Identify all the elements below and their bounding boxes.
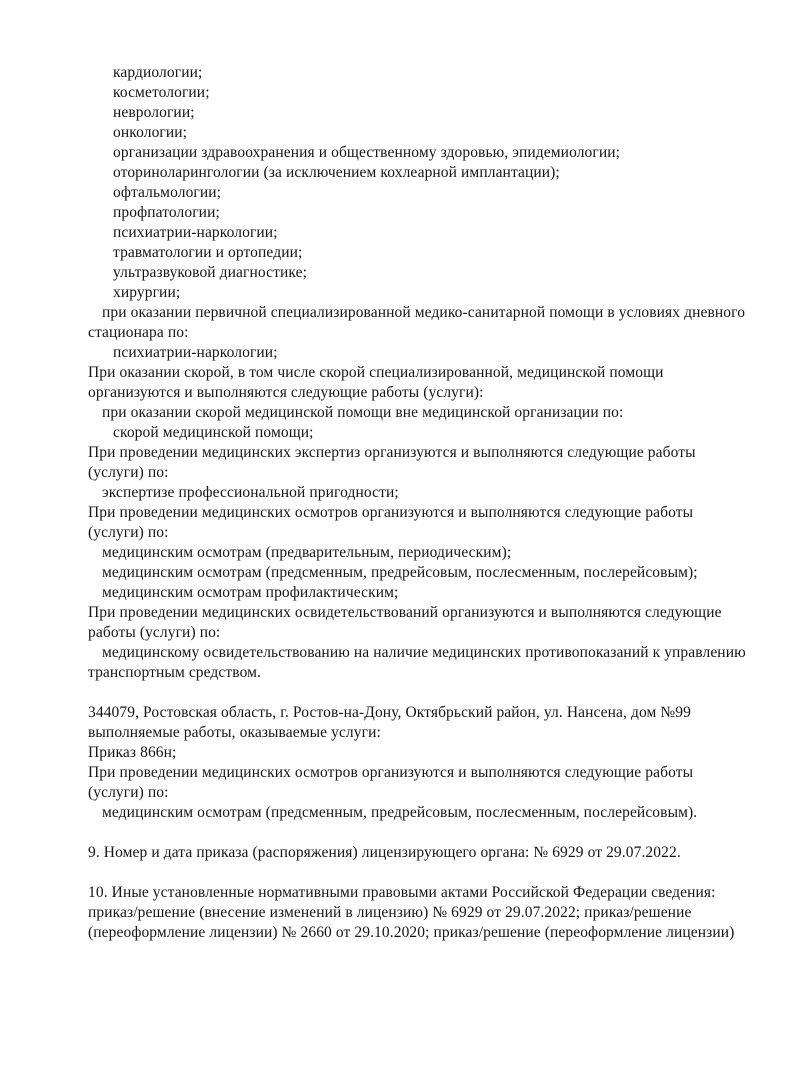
document-line: при оказании первичной специализированной медико-санитарной помощи в условиях дневного [102, 304, 746, 321]
document-line: медицинским осмотрам (предварительным, периодическим); [102, 544, 512, 561]
document-line: (услуги) по: [88, 464, 169, 481]
document-line: При проведении медицинских освидетельствований организуются и выполняются следующие [88, 604, 722, 621]
document-line: косметологии; [113, 84, 210, 101]
document-blank-line [88, 863, 788, 883]
document-line: стационара по: [88, 324, 189, 341]
document-line: 344079, Ростовская область, г. Ростов-на-Дону, Октябрьский район, ул. Нансена, дом №99 [88, 704, 691, 721]
document-blank-line [88, 683, 788, 703]
document-text-block [88, 63, 788, 943]
document-blank-line [88, 823, 788, 843]
document-line: медицинским осмотрам профилактическим; [102, 584, 399, 601]
document-line: работы (услуги) по: [88, 624, 221, 641]
document-line: транспортным средством. [88, 664, 262, 681]
document-line: экспертизе профессиональной пригодности; [102, 484, 399, 501]
document-line: (услуги) по: [88, 784, 169, 801]
document-line: медицинскому освидетельствованию на наличие медицинских противопоказаний к управлению [102, 644, 746, 661]
document-line: выполняемые работы, оказываемые услуги: [88, 724, 381, 741]
document-line: (переоформление лицензии) № 2660 от 29.10.2020; приказ/решение (переоформление лицензии) [88, 924, 735, 941]
document-line: онкологии; [113, 124, 188, 141]
document-line: психиатрии-наркологии; [113, 224, 278, 241]
document-line: При проведении медицинских осмотров организуются и выполняются следующие работы [88, 504, 694, 521]
document-line: приказ/решение (внесение изменений в лицензию) № 6929 от 29.07.2022; приказ/решение [88, 904, 692, 921]
document-line: медицинским осмотрам (предсменным, предрейсовым, послесменным, послерейсовым). [102, 804, 698, 821]
document-line: медицинским осмотрам (предсменным, предрейсовым, послесменным, послерейсовым); [102, 564, 698, 581]
document-line: хирургии; [113, 284, 181, 301]
document-line: Приказ 866н; [88, 744, 177, 761]
document-line: При проведении медицинских осмотров организуются и выполняются следующие работы [88, 764, 694, 781]
document-line: неврологии; [113, 104, 195, 121]
document-line: кардиологии; [113, 64, 203, 81]
document-line: оториноларингологии (за исключением кохлеарной имплантации); [113, 164, 560, 181]
document-line: организации здравоохранения и общественному здоровью, эпидемиологии; [113, 144, 621, 161]
document-line: травматологии и ортопедии; [113, 244, 303, 261]
document-line: профпатологии; [113, 204, 220, 221]
document-line: при оказании скорой медицинской помощи вне медицинской организации по: [102, 404, 624, 421]
document-line: (услуги) по: [88, 524, 169, 541]
document-line: офтальмологии; [113, 184, 222, 201]
document-line: ультразвуковой диагностике; [113, 264, 307, 281]
document-line: При оказании скорой, в том числе скорой специализированной, медицинской помощи [88, 364, 664, 381]
document-line: психиатрии-наркологии; [113, 344, 278, 361]
document-line: 10. Иные установленные нормативными правовыми актами Российской Федерации сведения: [88, 884, 716, 901]
document-line: 9. Номер и дата приказа (распоряжения) лицензирующего органа: № 6929 от 29.07.2022. [88, 844, 681, 861]
document-line: скорой медицинской помощи; [113, 424, 314, 441]
document-line: При проведении медицинских экспертиз организуются и выполняются следующие работы [88, 444, 696, 461]
document-line: организуются и выполняются следующие работы (услуги): [88, 384, 484, 401]
